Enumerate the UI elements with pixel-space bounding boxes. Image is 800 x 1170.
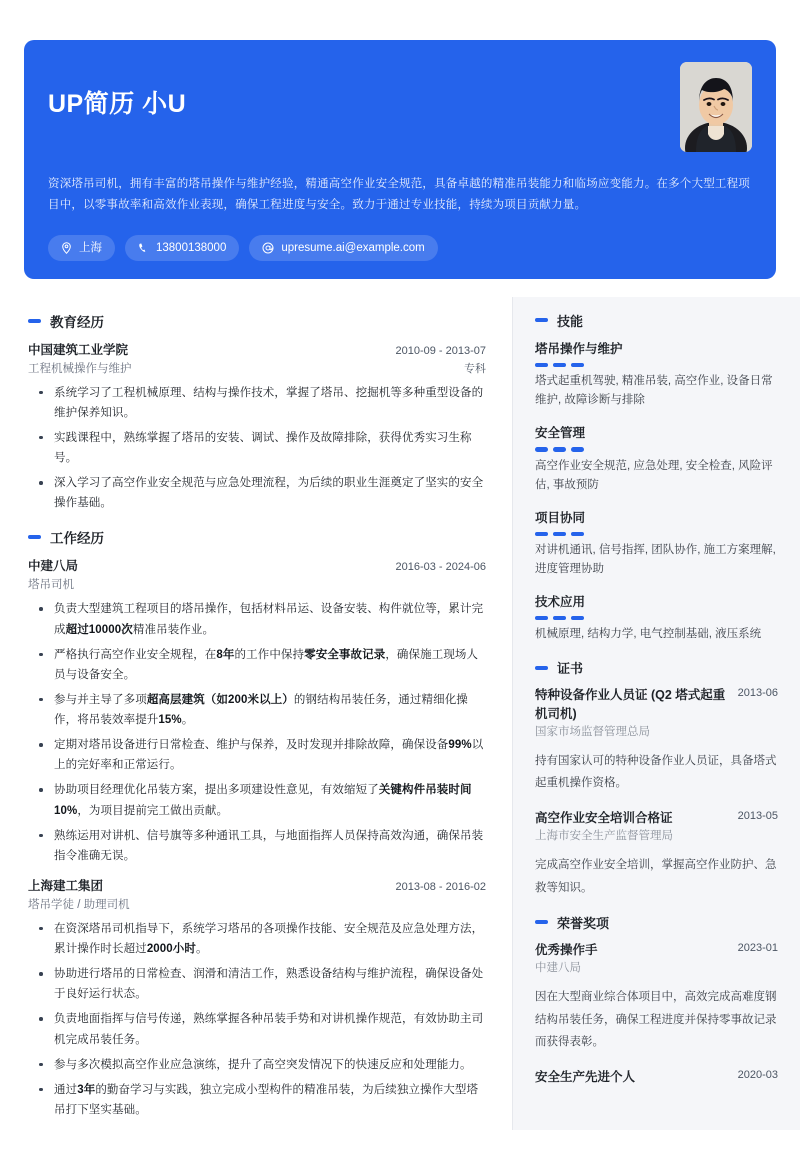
bullet-item: 通过3年的勤奋学习与实践，独立完成小型构件的精准吊装，为后续独立操作大型塔吊打下坚实基础。 (28, 1080, 486, 1120)
work-bullets (28, 919, 486, 1120)
certificate-name: 特种设备作业人员证 (Q2 塔式起重机司机) (535, 688, 726, 721)
work-entry-sub (28, 896, 486, 912)
skill-description: 高空作业安全规范, 应急处理, 安全检查, 风险评估, 事故预防 (535, 459, 773, 491)
main-column (0, 297, 512, 1130)
skill-level-indicator (535, 532, 778, 537)
skill-level-dash-icon (553, 532, 566, 537)
section-dash-icon (28, 535, 41, 539)
award-item (535, 941, 778, 1054)
sidebar-column (512, 297, 800, 1130)
work-entry (28, 876, 486, 1120)
skill-item (535, 508, 778, 579)
bullet-item: 负责大型建筑工程项目的塔吊操作，包括材料吊运、设备安装、构件就位等，累计完成超过10000次精准吊装作业。 (28, 599, 486, 639)
bullet-item: 协助进行塔吊的日常检查、润滑和清洁工作，熟悉设备结构与维护流程，确保设备处于良好运行状态。 (28, 964, 486, 1004)
bullet-item: 协助项目经理优化吊装方案，提出多项建设性意见，有效缩短了关键构件吊装时间10%，为项目提前完工做出贡献。 (28, 780, 486, 820)
skill-level-dash-icon (571, 363, 584, 368)
avatar-portrait-icon (680, 62, 752, 152)
skill-level-dash-icon (553, 447, 566, 452)
skill-level-indicator (535, 616, 778, 621)
skill-name: 塔吊操作与维护 (535, 341, 623, 356)
skill-description: 机械原理, 结构力学, 电气控制基础, 液压系统 (535, 628, 762, 641)
section-work (28, 527, 486, 1120)
contact-row (48, 235, 752, 261)
skill-level-dash-icon (535, 616, 548, 621)
work-bullets (28, 599, 486, 866)
header-top-row (48, 62, 752, 152)
skill-level-dash-icon (571, 447, 584, 452)
work-role: 塔吊司机 (28, 579, 74, 592)
page-title: UP简历 小U (48, 90, 187, 118)
certificates-list (535, 686, 778, 899)
section-education (28, 311, 486, 514)
section-work-title (28, 527, 486, 547)
certificate-description: 持有国家认可的特种设备作业人员证，具备塔式起重机操作资格。 (535, 754, 777, 790)
section-awards (535, 913, 778, 1086)
education-school: 中国建筑工业学院 (28, 342, 129, 357)
resume-page (0, 40, 800, 1170)
profile-summary: 资深塔吊司机，拥有丰富的塔吊操作与维护经验，精通高空作业安全规范，具备卓越的精准吊装能力和临场应变能力。在多个大型工程项目中，以零事故率和高效作业表现，确保工程进度与安全。致力于通过专业技能，持续为项目贡献力量。 (48, 178, 750, 212)
skill-item (535, 339, 778, 410)
award-name: 优秀操作手 (535, 942, 598, 957)
bullet-item: 参与多次模拟高空作业应急演练，提升了高空突发情况下的快速反应和处理能力。 (28, 1055, 486, 1075)
work-date: 2016-03 - 2024-06 (395, 561, 486, 574)
certificate-item (535, 809, 778, 899)
skill-level-indicator (535, 447, 778, 452)
bullet-item: 熟练运用对讲机、信号旗等多种通讯工具，与地面指挥人员保持高效沟通，确保吊装指令准确无误。 (28, 826, 486, 866)
work-role: 塔吊学徒 / 助理司机 (28, 898, 130, 911)
certificate-name: 高空作业安全培训合格证 (535, 810, 673, 825)
side-entry-head (535, 809, 778, 827)
side-entry-head (535, 941, 778, 959)
work-company: 上海建工集团 (28, 878, 104, 893)
skills-list (535, 339, 778, 645)
skill-item (535, 423, 778, 494)
bullet-item: 系统学习了工程机械原理、结构与操作技术，掌握了塔吊、挖掘机等多种重型设备的维护保养知识。 (28, 383, 486, 423)
skill-level-dash-icon (535, 363, 548, 368)
work-entry-sub (28, 576, 486, 592)
section-skills-title (535, 311, 778, 330)
location-pin-icon (61, 242, 72, 254)
skill-level-indicator (535, 363, 778, 368)
bullet-item: 参与并主导了多项超高层建筑（如200米以上）的钢结构吊装任务，通过精细化操作，将吊装效率提升15%。 (28, 690, 486, 730)
work-entry-head (28, 556, 486, 574)
bullet-item: 深入学习了高空作业安全规范与应急处理流程，为后续的职业生涯奠定了坚实的安全操作基础。 (28, 473, 486, 513)
section-dash-icon (535, 666, 548, 670)
skill-description: 对讲机通讯, 信号指挥, 团队协作, 施工方案理解, 进度管理协助 (535, 544, 776, 575)
skill-item (535, 592, 778, 644)
education-degree: 专科 (464, 362, 486, 375)
work-entry (28, 556, 486, 866)
award-description: 因在大型商业综合体项目中，高效完成高难度钢结构吊装任务，确保工程进度并保持零事故记录而获得表彰。 (535, 991, 777, 1049)
section-awards-title (535, 913, 778, 932)
education-entry (28, 340, 486, 514)
contact-email[interactable] (249, 235, 437, 261)
education-entry-sub (28, 360, 486, 376)
certificate-item (535, 686, 778, 794)
skill-level-dash-icon (553, 363, 566, 368)
email-at-icon (262, 242, 274, 254)
bullet-item: 在资深塔吊司机指导下，系统学习塔吊的各项操作技能、安全规范及应急处理方法，累计操作时长超过2000小时。 (28, 919, 486, 959)
work-company: 中建八局 (28, 559, 79, 574)
bullet-item: 定期对塔吊设备进行日常检查、维护与保养，及时发现并排除故障，确保设备99%以上的完好率和正常运行。 (28, 735, 486, 775)
avatar (680, 62, 752, 152)
award-date: 2020-03 (737, 1068, 778, 1081)
section-certificates (535, 658, 778, 899)
contact-phone[interactable] (125, 235, 239, 261)
skill-description: 塔式起重机驾驶, 精准吊装, 高空作业, 设备日常维护, 故障诊断与排除 (535, 375, 773, 407)
award-name: 安全生产先进个人 (535, 1069, 636, 1084)
phone-icon (138, 242, 149, 254)
section-work-label: 工作经历 (50, 531, 104, 547)
awards-list (535, 941, 778, 1086)
skill-level-dash-icon (553, 616, 566, 621)
certificate-description: 完成高空作业安全培训，掌握高空作业防护、急救等知识。 (535, 859, 777, 894)
education-bullets (28, 383, 486, 514)
side-entry-head (535, 686, 778, 722)
contact-email-value: upresume.ai@example.com (281, 241, 425, 254)
certificate-date: 2013-05 (737, 809, 778, 822)
work-date: 2013-08 - 2016-02 (395, 880, 486, 893)
work-entry-head (28, 876, 486, 894)
side-entry-head (535, 1068, 778, 1086)
award-issuer: 中建八局 (535, 962, 581, 975)
certificate-issuer: 上海市安全生产监督管理局 (535, 829, 673, 842)
award-date: 2023-01 (737, 941, 778, 954)
education-major: 工程机械操作与维护 (28, 362, 132, 375)
skill-level-dash-icon (535, 447, 548, 452)
section-awards-label: 荣誉奖项 (557, 915, 610, 931)
section-dash-icon (535, 920, 548, 924)
certificate-issuer: 国家市场监督管理总局 (535, 725, 650, 738)
certificate-date: 2013-06 (737, 687, 778, 700)
bullet-item: 严格执行高空作业安全规程，在8年的工作中保持零安全事故记录，确保施工现场人员与设备安全。 (28, 645, 486, 685)
section-certificates-label: 证书 (557, 661, 584, 677)
contact-location-value: 上海 (79, 241, 102, 254)
skill-level-dash-icon (535, 532, 548, 537)
resume-body (0, 297, 800, 1130)
education-entry-head (28, 340, 486, 358)
contact-location[interactable] (48, 235, 115, 261)
resume-header (24, 40, 776, 279)
bullet-item: 实践课程中，熟练掌握了塔吊的安装、调试、操作及故障排除，获得优秀实习生称号。 (28, 428, 486, 468)
education-date: 2010-09 - 2013-07 (395, 344, 486, 357)
skill-name: 技术应用 (535, 594, 586, 609)
section-skills-label: 技能 (557, 313, 584, 329)
section-certificates-title (535, 658, 778, 677)
section-education-label: 教育经历 (50, 314, 104, 330)
skill-name: 安全管理 (535, 426, 586, 441)
skill-level-dash-icon (571, 532, 584, 537)
section-skills (535, 311, 778, 645)
skill-level-dash-icon (571, 616, 584, 621)
award-item (535, 1068, 778, 1086)
section-dash-icon (535, 318, 548, 322)
contact-phone-value: 13800138000 (156, 241, 227, 254)
section-education-title (28, 311, 486, 331)
section-dash-icon (28, 319, 41, 323)
bullet-item: 负责地面指挥与信号传递，熟练掌握各种吊装手势和对讲机操作规范，有效协助主司机完成吊装任务。 (28, 1009, 486, 1049)
skill-name: 项目协同 (535, 510, 586, 525)
